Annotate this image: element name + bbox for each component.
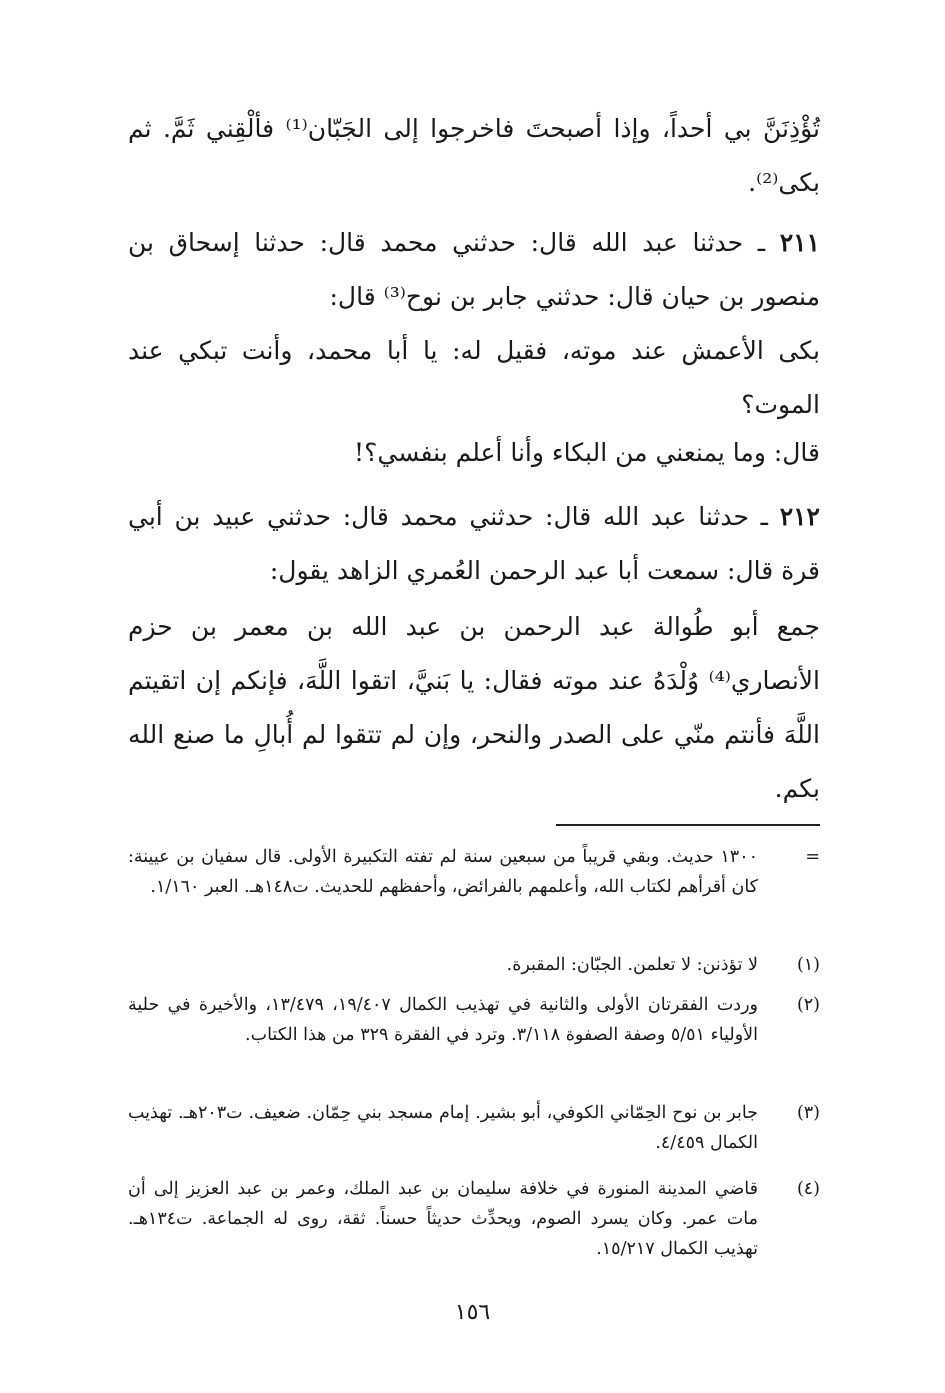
paragraph-continuation [128, 102, 820, 210]
paragraph-story [128, 324, 820, 432]
footnote-text: جابر بن نوح الحِمّاني الكوفي، أبو بشير. إمام مسجد بني حِمّان. ضعيف. ت٢٠٣هـ. تهذيب الكمال ٤/٤٥٩. [128, 1103, 758, 1153]
footnote-text: وردت الفقرتان الأولى والثانية في تهذيب الكمال ١٩/٤٠٧، ١٣/٤٧٩، والأخيرة في حلية الأولياء ٥/٥١ وصفة الصفوة ٣/١١٨. وترد في الفقرة ٣٢٩ من هذا الكتاب. [128, 995, 758, 1045]
paragraph-text: بكى الأعمش عند موته، فقيل له: يا أبا محمد، وأنت تبكي عند الموت؟ [128, 336, 820, 419]
paragraph-reply [128, 426, 820, 480]
paragraph-narration-211 [128, 216, 820, 324]
paragraph-text: ـ حدثنا عبد الله قال: حدثني محمد قال: حدثني عبيد بن أبي قرة قال: سمعت أبا عبد الرحمن العُمري الزاهد يقول: [128, 502, 820, 585]
paragraph-text: قال: وما يمنعني من البكاء وأنا أعلم بنفسي؟! [354, 438, 820, 467]
paragraph-advice [128, 600, 820, 816]
footnote-text: قاضي المدينة المنورة في خلافة سليمان بن عبد الملك، وعمر بن عبد العزيز إلى أن مات عمر. وكان يسرد الصوم، ويحدِّث حديثاً حسناً. ثقة، روى له الجماعة. ت١٣٤هـ. تهذيب الكمال ١٥/٢١٧. [128, 1179, 758, 1259]
page-number: ١٥٦ [454, 1300, 491, 1325]
narration-number: ٢١٢ [779, 502, 820, 531]
paragraph-narration-212 [128, 490, 820, 598]
narration-number: ٢١١ [779, 228, 820, 257]
paragraph-text: ـ حدثنا عبد الله قال: حدثني محمد قال: حدثنا إسحاق بن منصور بن حيان قال: حدثني جابر بن نوح⁽³⁾ قال: [128, 228, 820, 311]
footnote-text: ١٣٠٠ حديث. وبقي قريباً من سبعين سنة لم تفته التكبيرة الأولى. قال سفيان بن عيينة: كان أقرأهم لكتاب الله، وأعلمهم بالفرائض، وأحفظهم للحديث. ت١٤٨هـ. العبر ١/١٦٠. [128, 847, 758, 897]
footnote-continued [128, 842, 820, 902]
paragraph-text: جمع أبو طُوالة عبد الرحمن بن عبد الله بن معمر بن حزم الأنصاري⁽⁴⁾ وُلْدَهُ عند موته فقال: يا بَنيَّ، اتقوا اللَّهَ، فإنكم إن اتقيتم اللَّهَ فأنتم منّي على الصدر والنحر، وإن لم تتقوا لم أُبالِ ما صنع الله بكم. [128, 612, 820, 803]
footnote-mark: (٤) [796, 1179, 820, 1199]
footnote-2 [128, 990, 820, 1050]
footnote-mark: = [805, 847, 820, 867]
footnote-mark: (٢) [796, 995, 820, 1015]
footnote-mark: (٣) [796, 1103, 820, 1123]
footnote-text: لا تؤذنن: لا تعلمن. الجبّان: المقبرة. [506, 955, 758, 975]
footnote-3 [128, 1098, 820, 1158]
footnote-1 [128, 950, 820, 980]
footnote-4 [128, 1174, 820, 1264]
footnote-mark: (١) [796, 955, 820, 975]
paragraph-text: تُؤْذِنَنَّ بي أحداً، وإذا أصبحتَ فاخرجوا إلى الجَبّان⁽¹⁾ فألْقِني ثَمَّ. ثم بكى⁽²⁾. [128, 114, 820, 197]
footnote-separator [556, 824, 820, 826]
